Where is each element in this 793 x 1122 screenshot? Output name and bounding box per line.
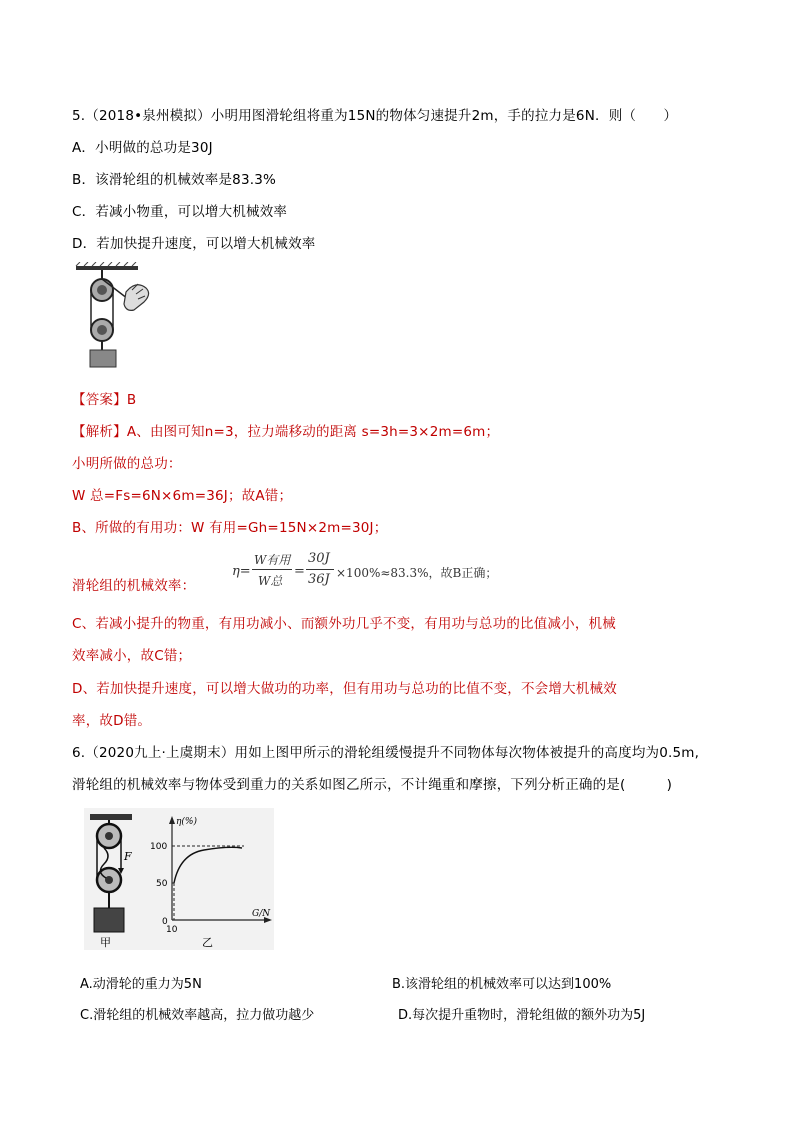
- frac-num-w: W有用: [254, 553, 291, 567]
- answer-value: B: [126, 392, 137, 408]
- q6-option-d: D.每次提升重物时，滑轮组做的额外功为5J: [398, 1008, 646, 1023]
- y-tick-0: 0: [162, 917, 168, 927]
- y-tick-50: 50: [156, 879, 168, 889]
- frac-den-w: W总: [258, 574, 283, 588]
- q6-option-c: C.滑轮组的机械效率越高，拉力做功越少: [80, 1008, 315, 1023]
- useful-work-expr: B、所做的有用功：W 有用=Gh=15N×2m=30J；: [72, 520, 388, 536]
- frac-den-v: 36J: [308, 572, 330, 587]
- y-tick-100: 100: [150, 842, 168, 852]
- total-work-label: 小明所做的总功：: [72, 456, 182, 472]
- efficiency-formula: [232, 551, 552, 591]
- pulley-hand-figure: [70, 262, 160, 372]
- q6-option-b: B.该滑轮组的机械效率可以达到100%: [392, 977, 612, 992]
- frac-num-v: 30J: [308, 551, 330, 566]
- q5-option-c: C．若减小物重，可以增大机械效率: [72, 204, 288, 220]
- q5-answer: [72, 388, 136, 408]
- analysis-d-1: D、若加快提升速度，可以增大做功的功率，但有用功与总功的比值不变，不会增大机械效: [72, 681, 617, 697]
- left-caption: 甲: [100, 936, 111, 949]
- answer-label: 【答案】: [72, 392, 127, 408]
- analysis-a: A、由图可知n=3，拉力端移动的距离 s=3h=3×2m=6m；: [126, 424, 500, 440]
- eta-symbol: η=: [232, 564, 251, 579]
- efficiency-label: 滑轮组的机械效率：: [72, 578, 196, 594]
- q6-figure: [84, 808, 274, 950]
- analysis-label: 【解析】: [72, 424, 127, 440]
- q5-option-d: D．若加快提升速度，可以增大机械效率: [72, 236, 316, 252]
- q5-option-a: A．小明做的总功是30J: [72, 140, 213, 156]
- formula-result: ×100%≈83.3%，故B正确；: [336, 566, 498, 580]
- x-axis-label: G/N: [252, 909, 271, 919]
- ceiling-bar: [76, 266, 138, 270]
- total-work-expr: W 总=Fs=6N×6m=36J；故A错；: [72, 488, 293, 504]
- q5-analysis-first: [72, 420, 499, 440]
- q5-stem: 5.（2018•泉州模拟）小明用图滑轮组将重为15N的物体匀速提升2m，手的拉力是6N．则（ ）: [72, 108, 678, 124]
- y-axis-label: η(%): [176, 817, 197, 827]
- q6-stem-2: 滑轮组的机械效率与物体受到重力的关系如图乙所示，不计绳重和摩擦，下列分析正确的是( ): [72, 777, 673, 793]
- load-block: [90, 350, 116, 367]
- analysis-d-2: 率，故D错。: [72, 713, 152, 729]
- hand-icon: [124, 285, 149, 311]
- analysis-c-1: C、若减小提升的物重，有用功减小、而额外功几乎不变，有用功与总功的比值减小，机械: [72, 616, 616, 632]
- fig-load-block: [94, 908, 124, 932]
- q5-option-b: B．该滑轮组的机械效率是83.3%: [72, 172, 277, 188]
- x-tick-10: 10: [166, 925, 178, 935]
- equals-sign: =: [294, 564, 305, 579]
- force-label: F: [124, 850, 132, 863]
- right-caption: 乙: [202, 936, 213, 949]
- q6-stem-1: 6.（2020九上·上虞期末）用如上图甲所示的滑轮组缓慢提升不同物体每次物体被提升的高度均为0.5m,: [72, 745, 700, 761]
- analysis-c-2: 效率减小，故C错；: [72, 648, 192, 664]
- q6-option-a: A.动滑轮的重力为5N: [80, 977, 202, 992]
